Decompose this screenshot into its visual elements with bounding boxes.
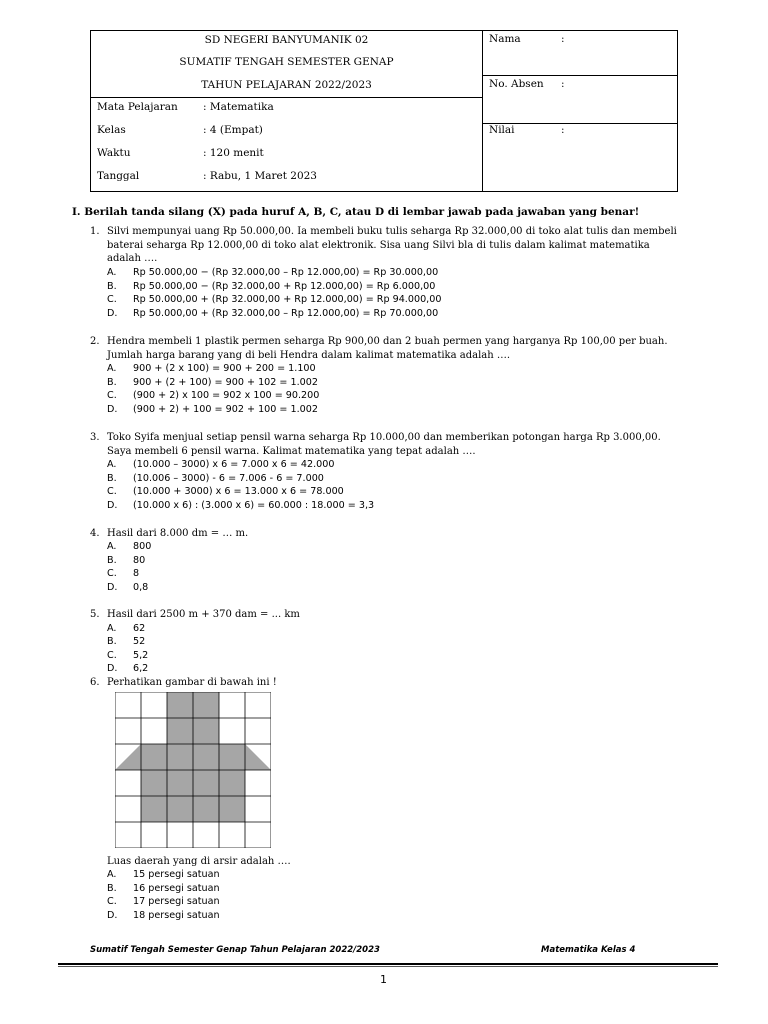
question-stem-line: Luas daerah yang di arsir adalah …. [107,856,291,867]
option [107,649,148,662]
absen-colon: : [561,78,565,90]
shaded-cell [141,770,167,796]
question-number: 4. [90,528,100,539]
shaded-cell [219,770,245,796]
option-text: 18 persegi satuan [133,910,220,921]
absen-label: No. Absen [489,78,544,90]
question-stem-line: Jumlah harga barang yang di beli Hendra dalam kalimat matematika adalah …. [107,350,511,361]
option [107,622,145,635]
option-text: 62 [133,623,146,634]
option [107,635,145,648]
option-text: (10.000 x 6) : (3.000 x 6) = 60.000 : 18.000 = 3,3 [133,500,375,511]
option-letter: B. [107,377,117,388]
option [107,280,435,293]
option-text: Rp 50.000,00 − (Rp 32.000,00 – Rp 12.000,00) = Rp 30.000,00 [133,267,439,278]
field-label: Mata Pelajaran [97,101,178,113]
shaded-cell [167,796,193,822]
nilai-colon: : [561,124,565,136]
section-title: I. Berilah tanda silang (X) pada huruf A, B, C, atau D di lembar jawab pada jawaban yang benar! [72,206,640,218]
footer-rule [58,966,718,967]
shaded-cell [167,718,193,744]
option-text: 6,2 [133,663,149,674]
field-label: Waktu [97,147,131,159]
option [107,499,374,512]
shaded-half-cell [245,744,271,770]
question-stem-line: Saya membeli 6 pensil warna. Kalimat matematika yang tepat adalah …. [107,446,476,457]
shaded-cell [193,718,219,744]
question-stem-line: Perhatikan gambar di bawah ini ! [107,677,277,688]
question-number: 5. [90,609,100,620]
field-value: : 120 menit [203,147,264,159]
option [107,293,441,306]
option [107,868,220,881]
page-number: 1 [380,973,387,986]
option [107,458,334,471]
option-letter: D. [107,663,118,674]
shaded-cell [193,796,219,822]
option-letter: A. [107,541,117,552]
question-stem-line: Silvi mempunyai uang Rp 50.000,00. Ia membeli buku tulis seharga Rp 32.000,00 di toko alat tulis dan membeli [107,226,677,237]
option-text: 16 persegi satuan [133,883,220,894]
shaded-cell [219,744,245,770]
option-text: 8 [133,568,140,579]
option-letter: D. [107,582,118,593]
shaded-cell [167,770,193,796]
option-text: 5,2 [133,650,149,661]
option-letter: B. [107,555,117,566]
option-text: Rp 50.000,00 + (Rp 32.000,00 + Rp 12.000,00) = Rp 94.000,00 [133,294,442,305]
option-text: 0,8 [133,582,149,593]
option-letter: D. [107,910,118,921]
school-name: SD NEGERI BANYUMANIK 02 [204,34,369,46]
option-text: 15 persegi satuan [133,869,220,880]
option-text: 900 + (2 + 100) = 900 + 102 = 1.002 [133,377,318,388]
nilai-label: Nilai [489,124,515,136]
field-value: : Matematika [203,101,274,113]
shaded-cell [193,692,219,718]
option-letter: B. [107,883,117,894]
question-stem-line: Toko Syifa menjual setiap pensil warna seharga Rp 10.000,00 dan memberikan potongan harga Rp 3.000,00. [107,432,661,443]
option-letter: A. [107,363,117,374]
option-letter: A. [107,267,117,278]
option [107,485,344,498]
option [107,362,316,375]
shaded-half-cell [115,744,141,770]
field-label: Tanggal [97,170,140,182]
option [107,581,148,594]
option-text: (10.000 + 3000) x 6 = 13.000 x 6 = 78.000 [133,486,344,497]
option [107,307,438,320]
header-line [482,75,677,76]
option-letter: C. [107,568,117,579]
question-number: 2. [90,336,100,347]
header-line [91,97,482,98]
option [107,403,318,416]
field-label: Kelas [97,124,126,136]
option-letter: D. [107,308,118,319]
option-text: Rp 50.000,00 + (Rp 32.000,00 – Rp 12.000,00) = Rp 70.000,00 [133,308,439,319]
option-text: (10.006 – 3000) - 6 = 7.006 - 6 = 7.000 [133,473,324,484]
shaded-cell [219,796,245,822]
option-text: Rp 50.000,00 − (Rp 32.000,00 + Rp 12.000,00) = Rp 6.000,00 [133,281,436,292]
shaded-cell [167,744,193,770]
exam-header-box [90,30,678,192]
question-stem-line: baterai seharga Rp 12.000,00 di toko alat elektronik. Sisa uang Silvi bla di tulis dalam kalimat matematika [107,240,650,251]
question-number: 3. [90,432,100,443]
name-colon: : [561,33,565,45]
option-text: 17 persegi satuan [133,896,220,907]
shaded-cell [193,744,219,770]
question-number: 6. [90,677,100,688]
option-text: 52 [133,636,146,647]
option-letter: C. [107,896,117,907]
header-divider [482,31,483,191]
shaded-cell [141,744,167,770]
question-stem-line: Hendra membeli 1 plastik permen seharga Rp 900,00 dan 2 buah permen yang harganya Rp 100,00 per buah. [107,336,668,347]
field-value: : 4 (Empat) [203,124,263,136]
school-year: TAHUN PELAJARAN 2022/2023 [201,79,372,91]
option [107,554,145,567]
option-text: (900 + 2) + 100 = 902 + 100 = 1.002 [133,404,318,415]
shaded-cell [193,770,219,796]
option [107,662,148,675]
option [107,895,220,908]
option-text: (900 + 2) x 100 = 902 x 100 = 90.200 [133,390,320,401]
option-letter: C. [107,294,117,305]
option-letter: B. [107,636,117,647]
option-letter: A. [107,869,117,880]
option [107,376,318,389]
option-letter: A. [107,459,117,470]
option-letter: B. [107,281,117,292]
exam-title: SUMATIF TENGAH SEMESTER GENAP [179,56,394,68]
option-letter: C. [107,650,117,661]
option [107,389,319,402]
option-text: 900 + (2 x 100) = 900 + 200 = 1.100 [133,363,316,374]
option [107,266,438,279]
question-number: 1. [90,226,100,237]
option-text: (10.000 – 3000) x 6 = 7.000 x 6 = 42.000 [133,459,335,470]
option [107,540,151,553]
field-value: : Rabu, 1 Maret 2023 [203,170,317,182]
shaded-grid-figure [115,692,271,848]
option-letter: C. [107,486,117,497]
footer-subject: Matematika Kelas 4 [541,945,636,955]
option-letter: B. [107,473,117,484]
question-stem-line: Hasil dari 2500 m + 370 dam = ... km [107,609,300,620]
option-text: 800 [133,541,152,552]
shaded-cell [167,692,193,718]
option-text: 80 [133,555,146,566]
footer-rule [58,963,718,965]
question-stem-line: adalah …. [107,253,158,264]
option-letter: C. [107,390,117,401]
option-letter: D. [107,500,118,511]
shaded-cell [141,796,167,822]
footer-exam-title: Sumatif Tengah Semester Genap Tahun Pelajaran 2022/2023 [90,945,380,955]
option-letter: D. [107,404,118,415]
question-stem-line: Hasil dari 8.000 dm = … m. [107,528,249,539]
option [107,882,220,895]
option [107,909,220,922]
name-label: Nama [489,33,521,45]
option [107,567,139,580]
option [107,472,324,485]
option-letter: A. [107,623,117,634]
